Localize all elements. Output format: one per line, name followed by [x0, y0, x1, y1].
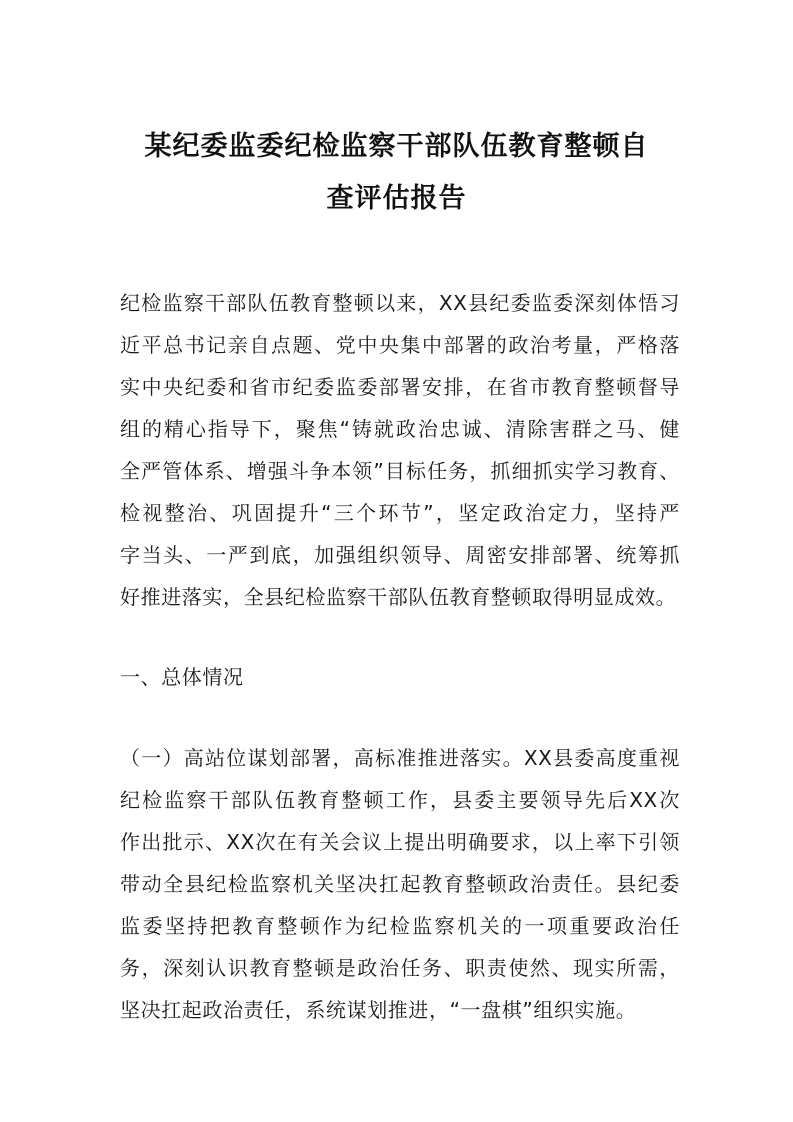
paragraph-line: 带动全县纪检监察机关坚决扛起教育整顿政治责任。县纪委	[120, 872, 680, 896]
paragraph-line: 实中央纪委和省市纪委监委部署安排，在省市教育整顿督导	[120, 375, 680, 399]
paragraph-line: 监委坚持把教育整顿作为纪检监察机关的一项重要政治任	[120, 914, 680, 938]
paragraph-line: 坚决扛起政治责任，系统谋划推进，“一盘棋”组织实施。	[120, 998, 637, 1022]
document-title	[100, 121, 693, 225]
section-heading: 一、总体情况	[120, 665, 244, 689]
paragraph-line: 务，深刻认识教育整顿是政治任务、职责使然、现实所需，	[120, 956, 680, 980]
intro-paragraph	[120, 282, 680, 618]
title-line: 某纪委监委纪检监察干部队伍教育整顿自	[144, 131, 649, 162]
paragraph-line: 字当头、一严到底，加强组织领导、周密安排部署、统筹抓	[120, 543, 680, 567]
paragraph-line: 全严管体系、增强斗争本领”目标任务，抓细抓实学习教育、	[120, 459, 680, 483]
paragraph-line: 检视整治、巩固提升“三个环节”，坚定政治定力，坚持严	[120, 501, 680, 525]
paragraph-line: 组的精心指导下，聚焦“铸就政治忠诚、清除害群之马、健	[120, 417, 680, 441]
subsection-paragraph	[120, 737, 680, 1031]
paragraph-line: 好推进落实，全县纪检监察干部队伍教育整顿取得明显成效。	[120, 585, 677, 609]
paragraph-line: 近平总书记亲自点题、党中央集中部署的政治考量，严格落	[120, 333, 680, 357]
paragraph-line: 纪检监察干部队伍教育整顿工作，县委主要领导先后XX次	[120, 788, 680, 812]
title-line: 查评估报告	[326, 183, 467, 214]
paragraph-line: 纪检监察干部队伍教育整顿以来，XX县纪委监委深刻体悟习	[120, 291, 680, 315]
paragraph-line: 作出批示、XX次在有关会议上提出明确要求，以上率下引领	[120, 830, 680, 854]
paragraph-line: （一）高站位谋划部署，高标准推进落实。XX县委高度重视	[120, 746, 680, 770]
